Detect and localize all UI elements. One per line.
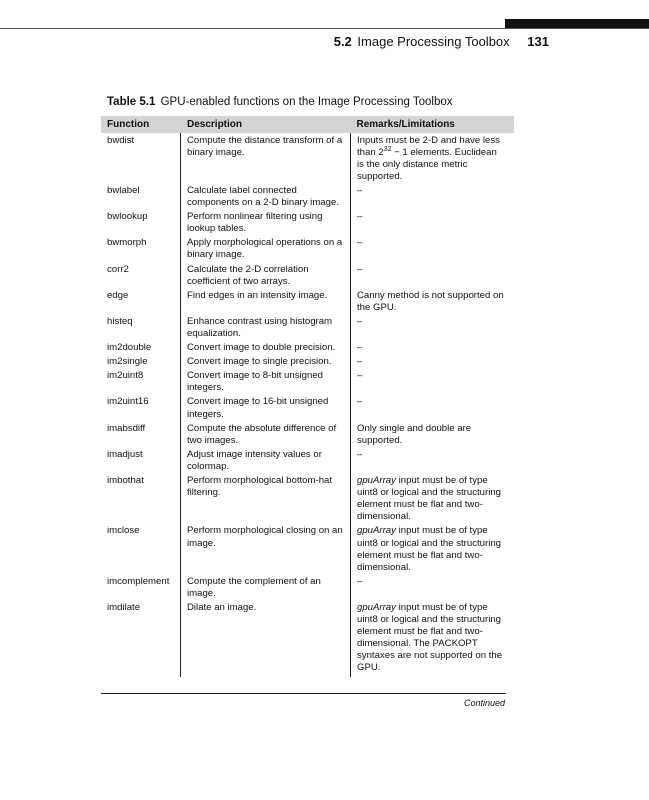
table-row — [101, 369, 514, 395]
function-name: histeq — [107, 315, 133, 327]
function-remarks: Only single and double are supported. — [357, 422, 472, 446]
table-row — [101, 524, 514, 574]
function-name: bwlabel — [107, 184, 140, 196]
function-remarks: Canny method is not supported on the GPU. — [357, 289, 504, 313]
remarks-text: input must be of type uint8 or logical and the structuring element must be flat and two-dimensional. The PACKOPT syntaxes are not supported on the GPU. — [357, 601, 503, 674]
column-header-function: Function — [101, 116, 181, 133]
function-name: imadjust — [107, 448, 143, 460]
function-description: Perform morphological bottom-hat filtering. — [181, 474, 351, 524]
function-name: im2double — [107, 342, 152, 354]
function-description: Calculate label connected components on a 2-D binary image. — [181, 183, 351, 209]
function-name: imclose — [107, 525, 140, 537]
table-row — [101, 600, 514, 676]
remarks-text: − 1 elements. Euclidean is the only distance metric supported. — [357, 146, 497, 182]
running-head — [0, 34, 549, 49]
remarks-exponent: 32 — [383, 145, 392, 153]
table-bottom-rule — [101, 693, 506, 694]
function-remarks — [351, 474, 515, 524]
section-title: Image Processing Toolbox — [357, 34, 510, 49]
function-remarks: – — [357, 575, 363, 587]
table-row — [101, 183, 514, 209]
function-description: Convert image to double precision. — [181, 341, 351, 355]
function-description: Calculate the 2-D correlation coefficient of two arrays. — [181, 262, 351, 288]
function-description: Convert image to single precision. — [181, 355, 351, 369]
function-description: Adjust image intensity values or colormap. — [181, 447, 351, 473]
function-name: imbothat — [107, 475, 144, 487]
remarks-text: input must be of type uint8 or logical and the structuring element must be flat and two-dimensional. — [357, 475, 501, 523]
continued-note: Continued — [463, 698, 505, 708]
function-name: bwlookup — [107, 211, 148, 223]
header-rule — [0, 28, 649, 29]
function-description: Dilate an image. — [181, 600, 351, 676]
function-remarks: – — [357, 184, 363, 196]
page-number: 131 — [527, 34, 549, 49]
table-row — [101, 314, 514, 340]
column-header-description: Description — [181, 116, 351, 133]
function-name: imdilate — [107, 601, 141, 613]
function-name: corr2 — [107, 263, 129, 275]
table-row — [101, 210, 514, 236]
caption-label: Table 5.1 — [107, 96, 156, 108]
function-remarks — [351, 133, 515, 183]
function-description: Compute the absolute difference of two images. — [181, 421, 351, 447]
function-description: Perform nonlinear filtering using lookup tables. — [181, 210, 351, 236]
function-description: Perform morphological closing on an image. — [181, 524, 351, 574]
table-row — [101, 574, 514, 600]
function-remarks — [351, 600, 515, 676]
function-remarks: – — [357, 342, 363, 354]
function-name: edge — [107, 289, 129, 301]
table-row — [101, 474, 514, 524]
table-row — [101, 355, 514, 369]
column-header-remarks: Remarks/Limitations — [351, 116, 515, 133]
remarks-code-term: gpuArray — [357, 525, 396, 537]
table-row — [101, 341, 514, 355]
table-caption — [107, 96, 453, 108]
table-row — [101, 395, 514, 421]
function-name: im2single — [107, 356, 148, 368]
function-description: Convert image to 16-bit unsigned integers. — [181, 395, 351, 421]
function-remarks: – — [357, 237, 363, 249]
table-row — [101, 262, 514, 288]
function-remarks: – — [357, 263, 363, 275]
function-name: imcomplement — [107, 575, 170, 587]
function-name: bwdist — [107, 134, 135, 146]
function-remarks: – — [357, 315, 363, 327]
function-description: Compute the distance transform of a binary image. — [181, 133, 351, 183]
function-description: Enhance contrast using histogram equalization. — [181, 314, 351, 340]
function-description: Convert image to 8-bit unsigned integers. — [181, 369, 351, 395]
function-remarks: – — [357, 448, 363, 460]
function-remarks: – — [357, 211, 363, 223]
function-remarks: – — [357, 356, 363, 368]
function-description: Apply morphological operations on a binary image. — [181, 236, 351, 262]
table-row — [101, 421, 514, 447]
remarks-code-term: gpuArray — [357, 601, 396, 613]
table-row — [101, 288, 514, 314]
function-name: im2uint8 — [107, 370, 144, 382]
table-row — [101, 236, 514, 262]
remarks-code-term: gpuArray — [357, 475, 396, 487]
function-description: Compute the complement of an image. — [181, 574, 351, 600]
function-remarks: – — [357, 370, 363, 382]
functions-table — [101, 116, 514, 677]
table-header-row — [101, 116, 514, 133]
function-name: bwmorph — [107, 237, 147, 249]
remarks-text: input must be of type uint8 or logical and the structuring element must be flat and two-dimensional. — [357, 525, 501, 573]
section-number: 5.2 — [333, 34, 352, 49]
caption-text: GPU-enabled functions on the Image Processing Toolbox — [160, 96, 453, 108]
table-row — [101, 133, 514, 183]
function-description: Find edges in an intensity image. — [181, 288, 351, 314]
table-row — [101, 447, 514, 473]
function-remarks — [351, 524, 515, 574]
function-remarks: – — [357, 396, 363, 408]
remarks-text: Inputs must be 2-D and have less than 2 — [357, 134, 500, 158]
function-name: im2uint16 — [107, 396, 149, 408]
function-name: imabsdiff — [107, 422, 146, 434]
